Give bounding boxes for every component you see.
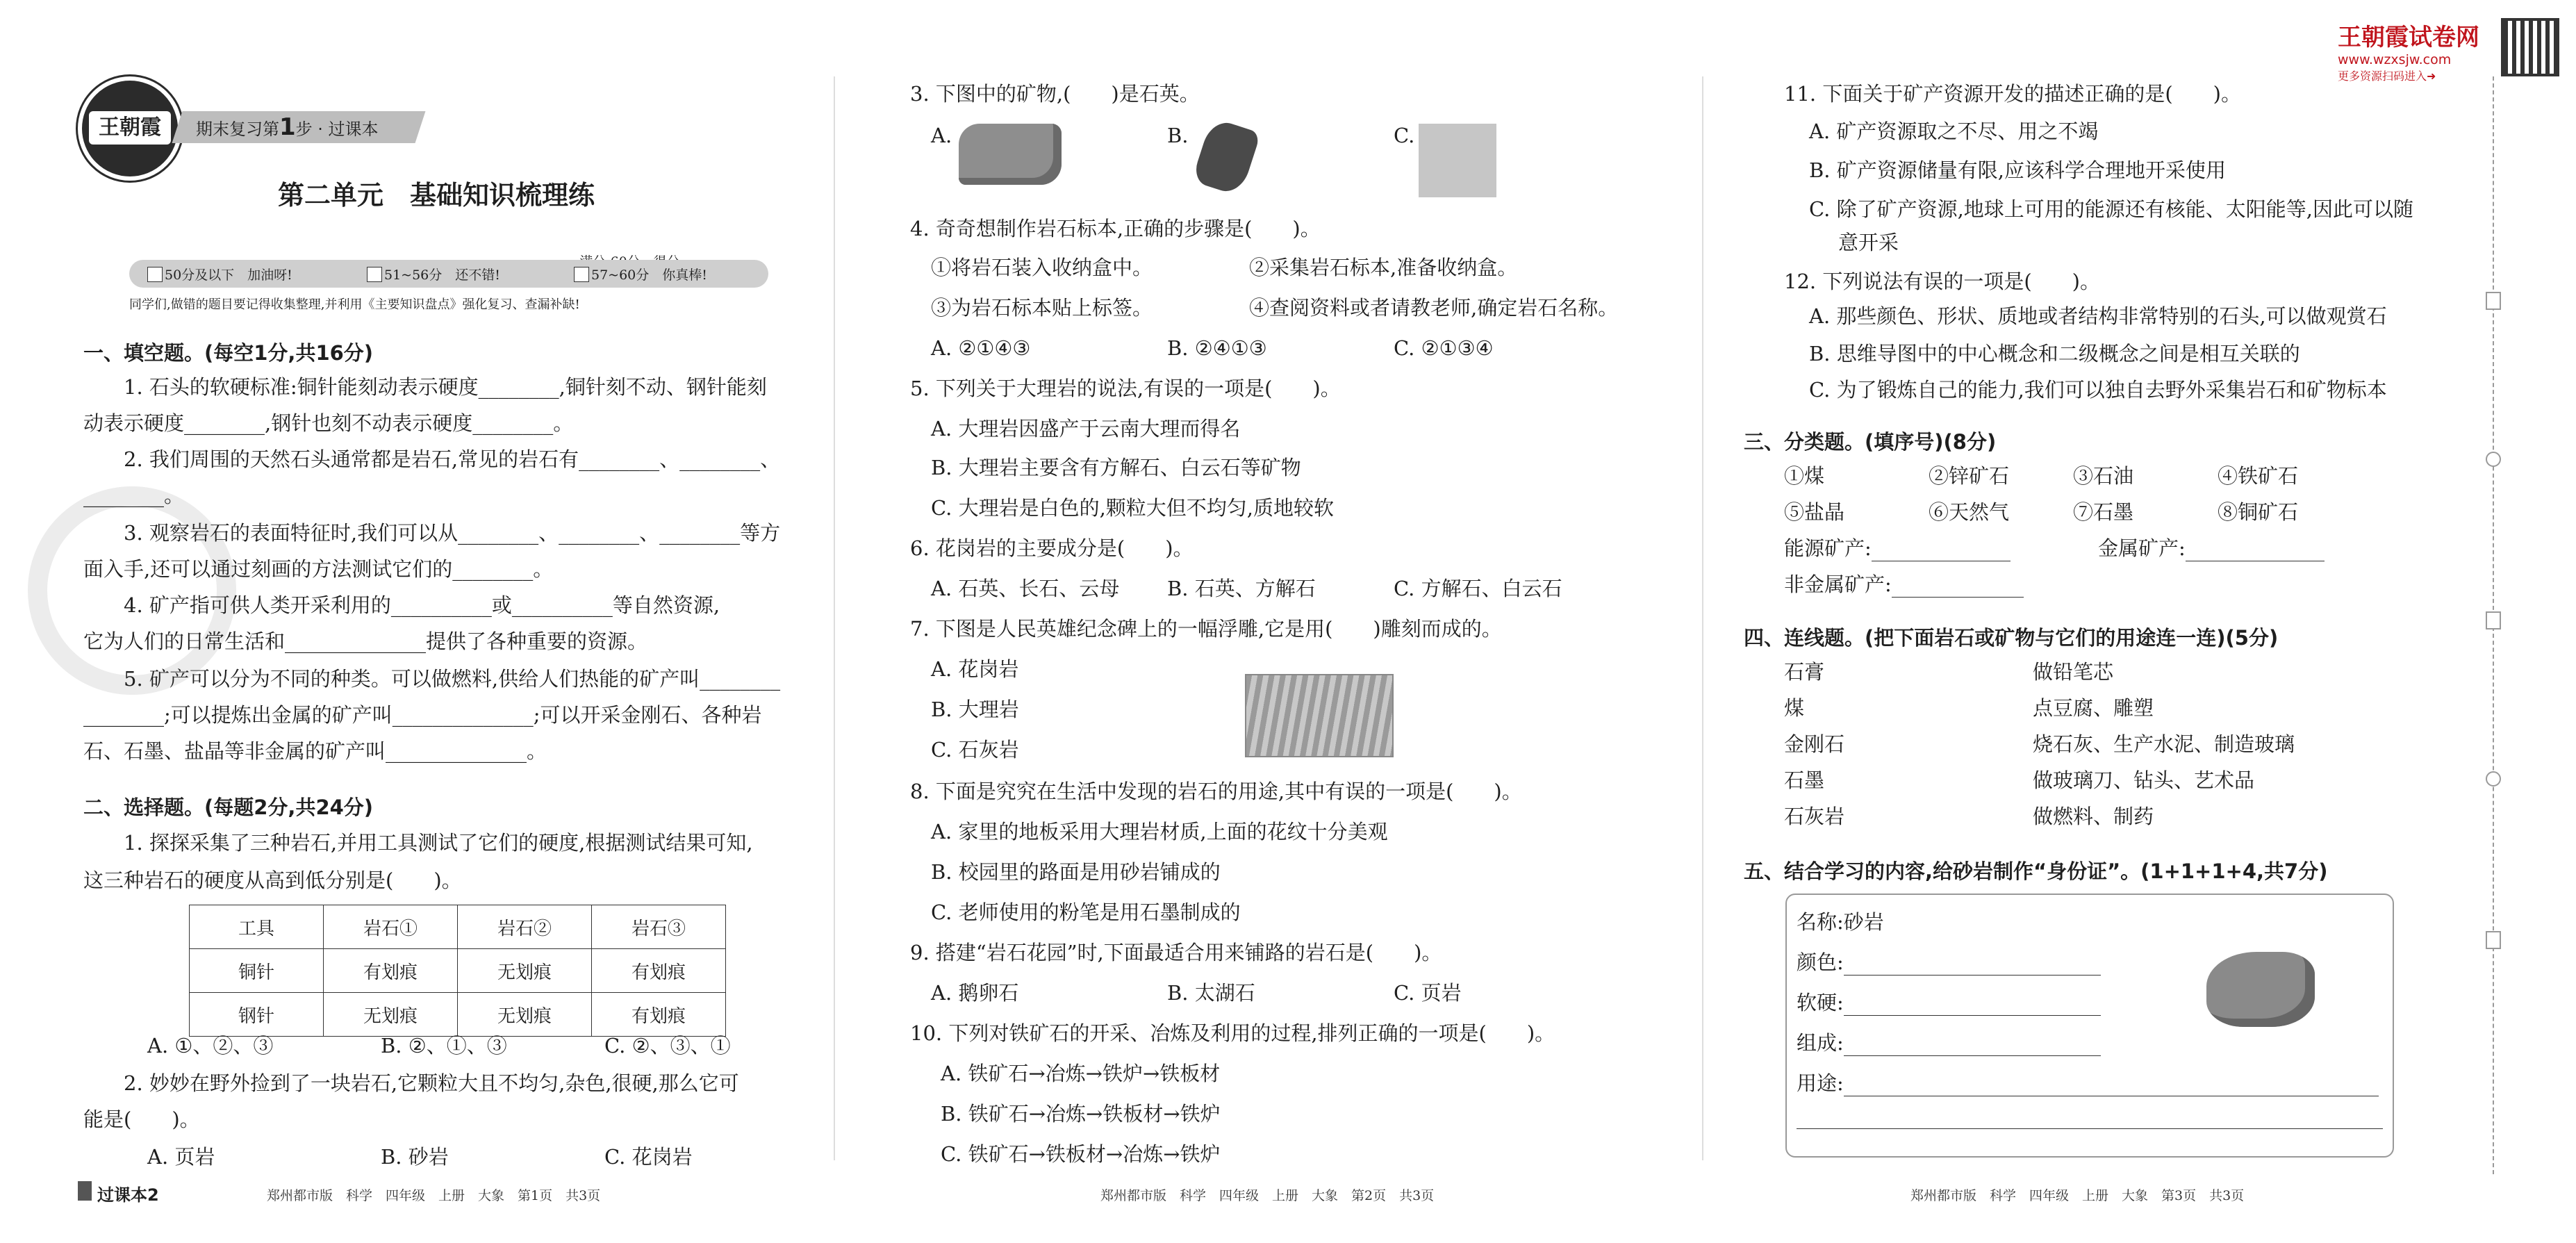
table-header-row <box>190 905 726 949</box>
card-usage-field <box>1797 1070 2379 1096</box>
section-1-line: 面入手,还可以通过刻画的方法测试它们的________。 <box>83 557 554 581</box>
level-2-label: 51~56分 还不错! <box>384 267 500 283</box>
site-tip: 更多资源扫码进入➜ <box>2338 69 2436 83</box>
banner-text <box>196 114 379 142</box>
table-header-cell: 岩石① <box>324 905 458 949</box>
watermark-seal <box>28 486 236 695</box>
option-b[interactable]: B. 大理岩 <box>931 698 1019 721</box>
card-color-label: 颜色: <box>1797 950 1844 974</box>
table-header-cell: 工具 <box>190 905 324 949</box>
option-c[interactable]: C. 花岗岩 <box>604 1145 693 1169</box>
section-1-line: 2. 我们周围的天然石头通常都是岩石,常见的岩石有________、________、 <box>124 447 781 471</box>
classify-item: ②锌矿石 <box>1929 464 2010 488</box>
option-b[interactable]: B. 大理岩主要含有方解石、白云石等矿物 <box>931 456 1301 479</box>
hardness-table <box>189 905 726 1037</box>
option-c[interactable]: C. 为了锻炼自己的能力,我们可以独自去野外采集岩石和矿物标本 <box>1809 378 2387 402</box>
option-a[interactable]: A. 石英、长石、云母 <box>931 577 1120 600</box>
table-cell: 有划痕 <box>324 949 458 993</box>
match-left-item[interactable]: 石膏 <box>1784 660 1825 684</box>
match-right-item[interactable]: 做铅笔芯 <box>2033 660 2114 684</box>
binding-mark-icon <box>2486 292 2501 310</box>
table-cell: 无划痕 <box>458 949 592 993</box>
level-box-1[interactable] <box>147 267 163 282</box>
classify-item: ⑥天然气 <box>1929 500 2010 524</box>
energy-minerals-label: 能源矿产: <box>1784 536 1872 560</box>
classify-item: ③石油 <box>2073 464 2134 488</box>
question-11: 11. 下面关于矿产资源开发的描述正确的是( )。 <box>1784 82 2241 106</box>
table-row <box>190 993 726 1037</box>
card-usage-blank[interactable] <box>1844 1078 2379 1096</box>
table-header-cell: 岩石② <box>458 905 592 949</box>
option-c[interactable]: C. 石灰岩 <box>931 738 1019 762</box>
card-composition-label: 组成: <box>1797 1031 1844 1055</box>
footer-badge <box>78 1181 92 1201</box>
section-1-line: 它为人们的日常生活和______________提供了各种重要的资源。 <box>83 629 648 653</box>
option-c[interactable]: C. 方解石、白云石 <box>1394 577 1562 600</box>
question-1-line: 1. 探探采集了三种岩石,并用工具测试了它们的硬度,根据测试结果可知, <box>124 831 753 855</box>
card-color-blank[interactable] <box>1844 957 2101 976</box>
section-5-title: 五、结合学习的内容,给砂岩制作“身份证”。(1+1+1+4,共7分) <box>1744 859 2328 883</box>
site-url: www.wzxsjw.com <box>2338 52 2452 67</box>
match-left-item[interactable]: 煤 <box>1784 696 1805 720</box>
option-c[interactable]: C. ②、③、① <box>604 1034 731 1057</box>
section-1-title: 一、填空题。(每空1分,共16分) <box>83 341 374 365</box>
option-b[interactable]: B. 砂岩 <box>381 1145 449 1169</box>
option-b[interactable]: B. 校园里的路面是用砂岩铺成的 <box>931 860 1221 884</box>
level-1-label: 50分及以下 加油呀! <box>165 267 292 283</box>
question-9: 9. 搭建“岩石花园”时,下面最适合用来铺路的岩石是( )。 <box>910 941 1442 964</box>
option-b[interactable]: B. ②④①③ <box>1167 336 1267 360</box>
classify-item: ⑧铜矿石 <box>2218 500 2299 524</box>
relief-sculpture-image <box>1245 674 1394 757</box>
footer-info: 郑州都市版 科学 四年级 上册 大象 第1页 共3页 <box>267 1188 601 1203</box>
brand-seal-text: 王朝霞 <box>89 111 171 145</box>
section-1-line: ________。 <box>83 484 185 507</box>
nonmetal-minerals-blank[interactable] <box>1892 579 2024 598</box>
card-name: 名称:砂岩 <box>1797 910 1884 934</box>
section-4-title: 四、连线题。(把下面岩石或矿物与它们的用途连一连)(5分) <box>1744 626 2279 650</box>
tips-note: 同学们,做错的题目要记得收集整理,并利用《主要知识盘点》强化复习、查漏补缺! <box>129 297 580 312</box>
level-3-label: 57~60分 你真棒! <box>591 267 707 283</box>
section-1-line: 3. 观察岩石的表面特征时,我们可以从________、________、________等方 <box>124 521 781 545</box>
option-a[interactable]: A. <box>931 124 952 147</box>
question-6: 6. 花岗岩的主要成分是( )。 <box>910 536 1194 560</box>
option-b[interactable]: B. 思维导图中的中心概念和二级概念之间是相互关联的 <box>1809 342 2300 365</box>
binding-mark-icon <box>2486 611 2501 629</box>
option-a[interactable]: A. 花岗岩 <box>931 657 1019 681</box>
card-hardness-label: 软硬: <box>1797 991 1844 1014</box>
option-c[interactable]: C. 除了矿产资源,地球上可用的能源还有核能、太阳能等,因此可以随 <box>1809 197 2414 221</box>
qr-code-icon[interactable] <box>2501 18 2559 76</box>
metal-minerals-field <box>2098 535 2325 561</box>
footer-page-label: 过课本2 <box>97 1185 159 1205</box>
match-right-item[interactable]: 烧石灰、生产水泥、制造玻璃 <box>2033 732 2295 756</box>
question-8: 8. 下面是究究在生活中发现的岩石的用途,其中有误的一项是( )。 <box>910 780 1522 803</box>
classify-item: ⑤盐晶 <box>1784 500 1845 524</box>
metal-minerals-label: 金属矿产: <box>2098 536 2186 560</box>
table-cell: 无划痕 <box>324 993 458 1037</box>
option-c[interactable]: C. <box>1394 124 1415 147</box>
question-4-step: ①将岩石装入收纳盒中。 <box>931 256 1153 279</box>
option-a[interactable]: A. 矿产资源取之不尽、用之不竭 <box>1809 120 2099 143</box>
section-3-title: 三、分类题。(填序号)(8分) <box>1744 430 1997 454</box>
page-column-1 <box>0 0 834 1243</box>
footer-info: 郑州都市版 科学 四年级 上册 大象 第3页 共3页 <box>1910 1188 2245 1203</box>
question-3: 3. 下图中的矿物,( )是石英。 <box>910 82 1200 106</box>
card-usage-label: 用途: <box>1797 1071 1844 1095</box>
classify-item: ①煤 <box>1784 464 1825 488</box>
option-a[interactable]: A. 页岩 <box>147 1145 215 1169</box>
site-logo-title: 王朝霞试卷网 <box>2338 24 2479 51</box>
option-c[interactable]: C. ②①③④ <box>1394 336 1494 360</box>
question-12: 12. 下列说法有误的一项是( )。 <box>1784 270 2100 293</box>
match-right-item[interactable]: 做燃料、制药 <box>2033 805 2154 828</box>
banner-tail: 步 · 过课本 <box>295 120 379 139</box>
classify-item: ④铁矿石 <box>2218 464 2299 488</box>
question-7: 7. 下图是人民英雄纪念碑上的一幅浮雕,它是用( )雕刻而成的。 <box>910 617 1502 641</box>
option-b[interactable]: B. <box>1167 124 1189 147</box>
card-hardness-field <box>1797 989 2101 1016</box>
question-2-line: 能是( )。 <box>83 1108 200 1131</box>
table-cell: 有划痕 <box>592 949 726 993</box>
card-hardness-blank[interactable] <box>1844 997 2101 1016</box>
section-1-line: 4. 矿产指可供人类开采利用的__________或__________等自然资源, <box>124 593 720 617</box>
option-a[interactable]: A. ①、②、③ <box>147 1034 274 1057</box>
option-a[interactable]: A. ②①④③ <box>931 336 1031 360</box>
binding-mark-icon <box>2486 931 2501 949</box>
rock-image-a <box>959 124 1062 185</box>
level-box-3[interactable] <box>574 267 589 282</box>
option-c[interactable]: C. 大理岩是白色的,颗粒大但不均匀,质地较软 <box>931 496 1335 520</box>
option-b[interactable]: B. 铁矿石→冶炼→铁板材→铁炉 <box>941 1102 1221 1126</box>
sandstone-image <box>2206 952 2315 1027</box>
card-usage-extra-line[interactable] <box>1797 1128 2383 1129</box>
energy-minerals-field <box>1784 535 2011 561</box>
table-cell: 无划痕 <box>458 993 592 1037</box>
match-right-item[interactable]: 做玻璃刀、钻头、艺术品 <box>2033 768 2255 792</box>
question-10: 10. 下列对铁矿石的开采、冶炼及利用的过程,排列正确的一项是( )。 <box>910 1021 1555 1045</box>
option-a[interactable]: A. 铁矿石→冶炼→铁炉→铁板材 <box>941 1062 1221 1085</box>
footer-info: 郑州都市版 科学 四年级 上册 大象 第2页 共3页 <box>1100 1188 1435 1203</box>
card-color-field <box>1797 949 2101 976</box>
match-left-item[interactable]: 石墨 <box>1784 768 1825 792</box>
card-composition-blank[interactable] <box>1844 1037 2101 1056</box>
energy-minerals-blank[interactable] <box>1872 543 2011 561</box>
match-right-item[interactable]: 点豆腐、雕塑 <box>2033 696 2154 720</box>
rock-image-b <box>1191 117 1261 197</box>
table-row <box>190 949 726 993</box>
match-left-item[interactable]: 金刚石 <box>1784 732 1845 756</box>
binding-mark-icon <box>2486 771 2501 787</box>
option-b[interactable]: B. ②、①、③ <box>381 1034 507 1057</box>
quartz-image-c <box>1419 124 1496 197</box>
page-column-2 <box>834 0 1702 1243</box>
page-column-3 <box>1702 0 2487 1243</box>
question-4: 4. 奇奇想制作岩石标本,正确的步骤是( )。 <box>910 217 1321 240</box>
section-2-title: 二、选择题。(每题2分,共24分) <box>83 796 374 819</box>
question-1-line: 这三种岩石的硬度从高到低分别是( )。 <box>83 869 462 892</box>
table-header-cell: 岩石③ <box>592 905 726 949</box>
card-composition-field <box>1797 1030 2101 1056</box>
option-a[interactable]: A. 那些颜色、形状、质地或者结构非常特别的石头,可以做观赏石 <box>1809 304 2387 328</box>
section-1-line: 5. 矿产可以分为不同的种类。可以做燃料,供给人们热能的矿产叫________ <box>124 667 781 691</box>
option-c-continued: 意开采 <box>1838 231 1899 254</box>
section-1-line: 石、石墨、盐晶等非金属的矿产叫______________。 <box>83 739 547 763</box>
question-4-step: ②采集岩石标本,准备收纳盒。 <box>1249 256 1518 279</box>
option-c[interactable]: C. 铁矿石→铁板材→冶炼→铁炉 <box>941 1142 1221 1166</box>
nonmetal-minerals-label: 非金属矿产: <box>1784 573 1892 596</box>
section-1-line: 动表示硬度________,钢针也刻不动表示硬度________。 <box>83 411 574 435</box>
option-c[interactable]: C. 页岩 <box>1394 981 1462 1005</box>
option-b[interactable]: B. 太湖石 <box>1167 981 1255 1005</box>
nonmetal-minerals-field <box>1784 571 2024 598</box>
option-a[interactable]: A. 鹅卵石 <box>931 981 1019 1005</box>
option-a[interactable]: A. 大理岩因盛产于云南大理而得名 <box>931 417 1241 441</box>
banner-label: 期末复习第 <box>196 120 279 139</box>
option-c[interactable]: C. 老师使用的粉笔是用石墨制成的 <box>931 900 1241 924</box>
binding-mark-icon <box>2486 452 2501 467</box>
classify-item: ⑦石墨 <box>2073 500 2134 524</box>
table-cell: 钢针 <box>190 993 324 1037</box>
banner-step-number: 1 <box>279 113 296 141</box>
option-a[interactable]: A. 家里的地板采用大理岩材质,上面的花纹十分美观 <box>931 820 1388 843</box>
brand-seal <box>78 76 182 181</box>
section-1-line: ________;可以提炼出金属的矿产叫______________;可以开采金刚石、各种岩 <box>83 703 762 727</box>
question-2-line: 2. 妙妙在野外捡到了一块岩石,它颗粒大且不均匀,杂色,很硬,那么它可 <box>124 1071 739 1095</box>
level-box-2[interactable] <box>367 267 382 282</box>
question-5: 5. 下列关于大理岩的说法,有误的一项是( )。 <box>910 377 1341 400</box>
table-cell: 有划痕 <box>592 993 726 1037</box>
section-1-line: 1. 石头的软硬标准:铜针能刻动表示硬度________,铜针刻不动、钢针能刻 <box>124 375 767 399</box>
metal-minerals-blank[interactable] <box>2186 543 2325 561</box>
page-title: 第二单元 基础知识梳理练 <box>278 180 595 211</box>
match-left-item[interactable]: 石灰岩 <box>1784 805 1845 828</box>
table-cell: 铜针 <box>190 949 324 993</box>
option-b[interactable]: B. 石英、方解石 <box>1167 577 1316 600</box>
option-b[interactable]: B. 矿产资源储量有限,应该科学合理地开采使用 <box>1809 158 2226 182</box>
question-4-step: ④查阅资料或者请教老师,确定岩石名称。 <box>1249 296 1619 320</box>
question-4-step: ③为岩石标本贴上标签。 <box>931 296 1153 320</box>
